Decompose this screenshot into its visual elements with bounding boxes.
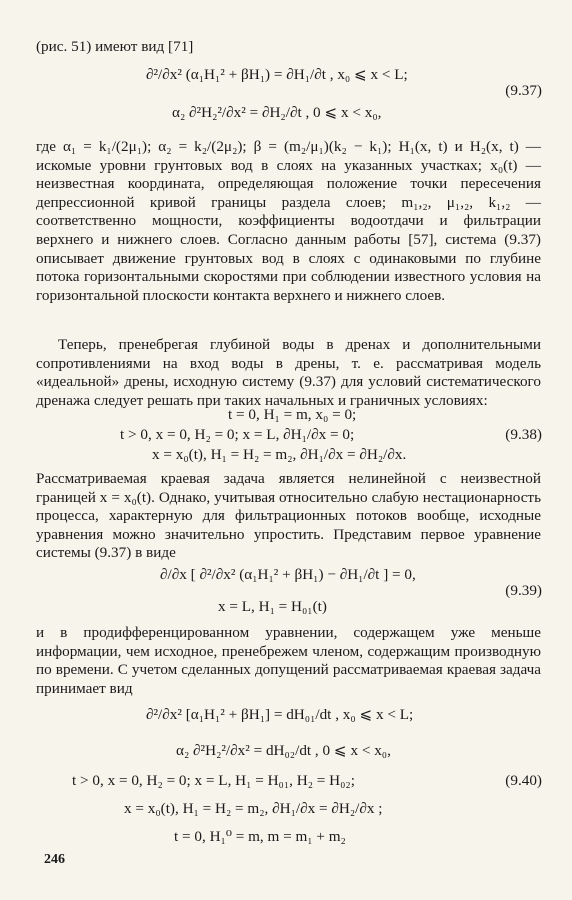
equation-9-38-line-3: x = x₀(t), H₁ = H₂ = m₂, ∂H₁/∂x = ∂H₂/∂x. <box>152 446 407 463</box>
equation-number-9-38: (9.38) <box>505 426 542 443</box>
equation-9-39-line-1: ∂/∂x [ ∂²/∂x² (α₁H₁² + βH₁) − ∂H₁/∂t ] = 0, <box>160 566 416 583</box>
equation-number-9-40: (9.40) <box>505 772 542 789</box>
page-number: 246 <box>44 852 65 867</box>
equation-9-40-line-5: t = 0, H₁⁰ = m, m = m₁ + m₂ <box>174 828 346 845</box>
equation-9-38-line-2: t > 0, x = 0, H₂ = 0; x = L, ∂H₁/∂x = 0; <box>120 426 355 443</box>
equation-9-39-line-2: x = L, H₁ = H₀₁(t) <box>218 598 327 615</box>
equation-number-9-39: (9.39) <box>505 582 542 599</box>
paragraph-differentiated: и в продифференцированном уравнении, содержащем уже меньше информации, чем исходное, пренебрежем членом, содержащим производную по времени. С учетом сделанных допущений рассматриваемая краевая задача принимает вид <box>36 624 541 697</box>
equation-9-38-line-1: t = 0, H₁ = m, x₀ = 0; <box>228 406 357 423</box>
equation-9-40-line-2: α₂ ∂²H₂²/∂x² = dH₀₂/dt , 0 ⩽ x < x₀, <box>176 742 391 759</box>
paragraph-ideal-drain: Теперь, пренебрегая глубиной воды в дренах и дополнительными сопротивлениями на вход воды в дрены, т. е. рассматривая модель «идеальной» дрены, исходную систему (9.37) для условий систематического дренажа следует решать при таких начальных и граничных условиях: <box>36 336 541 409</box>
intro-text: (рис. 51) имеют вид [71] <box>36 38 194 55</box>
equation-9-40-line-1: ∂²/∂x² [α₁H₁² + βH₁] = dH₀₁/dt , x₀ ⩽ x < L; <box>146 706 414 723</box>
equation-number-9-37: (9.37) <box>505 82 542 99</box>
paragraph-boundary-task: Рассматриваемая краевая задача является нелинейной с неизвестной границей x = x₀(t). Однако, учитывая относительно слабую нестационарность процесса, характерную для фильтрационных потоков вообще, исходные уравнения можно значительно упростить. Представим первое уравнение системы (9.37) в виде <box>36 470 541 562</box>
paragraph-definitions: где α₁ = k₁/(2μ₁); α₂ = k₂/(2μ₂); β = (m₂/μ₁)(k₂ − k₁); H₁(x, t) и H₂(x, t) — искомые уровни грунтовых вод в слоях на указанных участках; x₀(t) — неизвестная координата, определяющая положение точки пересечения депрессионной кривой границы раздела слоев; m₁,₂, μ₁,₂, k₁,₂ — соответственно мощности, коэффициенты водоотдачи и фильтрации верхнего и нижнего слоев. Согласно данным работы [57], система (9.37) описывает движение грунтовых вод в слоях с одинаковыми по глубине потока горизонтальными скоростями при соблюдении известного условия на горизонтальной плоскости контакта верхнего и нижнего слоев. <box>36 138 541 304</box>
equation-9-40-line-3: t > 0, x = 0, H₂ = 0; x = L, H₁ = H₀₁, H₂ = H₀₂; <box>72 772 355 789</box>
equation-9-37-line-2: α₂ ∂²H₂²/∂x² = ∂H₂/∂t , 0 ⩽ x < x₀, <box>172 104 382 121</box>
equation-9-40-line-4: x = x₀(t), H₁ = H₂ = m₂, ∂H₁/∂x = ∂H₂/∂x ; <box>124 800 383 817</box>
equation-9-37-line-1: ∂²/∂x² (α₁H₁² + βH₁) = ∂H₁/∂t , x₀ ⩽ x < L; <box>146 66 408 83</box>
